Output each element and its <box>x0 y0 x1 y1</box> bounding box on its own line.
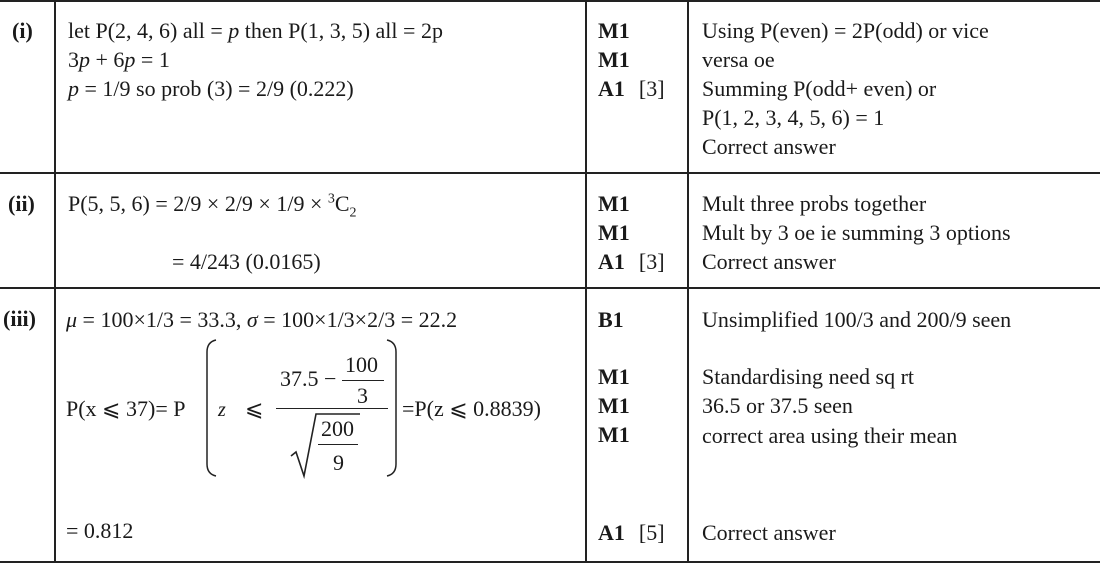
z-variable: z <box>218 399 226 421</box>
mark-i-3: A1 [3] <box>598 76 665 101</box>
table-rule-2 <box>0 287 1100 289</box>
working-line-i-2: 3p + 6p = 1 <box>68 47 170 72</box>
prob-lhs: P(x ⩽ 37)= P <box>66 396 186 421</box>
root-fraction-bar <box>318 444 358 445</box>
prob-rhs: =P(z ⩽ 0.8839) <box>402 396 541 421</box>
numerator-a: 37.5 − <box>280 366 337 391</box>
note-ii-3: Correct answer <box>702 249 836 274</box>
mark-iii-final: A1 [5] <box>598 520 665 545</box>
inner-fraction-bottom: 3 <box>357 383 368 408</box>
total-i: [3] <box>638 76 665 101</box>
total-iii: [5] <box>638 520 665 545</box>
table-rule-top <box>0 0 1100 2</box>
mark-iii-3: M1 <box>598 422 630 447</box>
note-ii-2: Mult by 3 oe ie summing 3 options <box>702 220 1011 245</box>
note-i-1: Using P(even) = 2P(odd) or vice <box>702 18 989 43</box>
mark-iii-1: M1 <box>598 364 630 389</box>
left-bracket <box>203 338 217 478</box>
note-i-2: versa oe <box>702 47 775 72</box>
table-rule-1 <box>0 172 1100 174</box>
le-sign: ⩽ <box>245 396 264 421</box>
part-label-ii: (ii) <box>8 191 35 216</box>
mark-ii-2: M1 <box>598 220 630 245</box>
main-fraction-bar <box>276 408 388 409</box>
part-label-i: (i) <box>12 18 33 43</box>
right-bracket <box>386 338 400 478</box>
note-i-5: Correct answer <box>702 134 836 159</box>
column-rule-label <box>54 0 56 563</box>
part-label-iii: (iii) <box>3 306 36 331</box>
note-iii-final: Correct answer <box>702 520 836 545</box>
note-i-3: Summing P(odd+ even) or <box>702 76 937 101</box>
note-iii-first: Unsimplified 100/3 and 200/9 seen <box>702 307 1012 332</box>
note-iii-1: Standardising need sq rt <box>702 364 915 389</box>
note-ii-1: Mult three probs together <box>702 191 927 216</box>
note-i-4: P(1, 2, 3, 4, 5, 6) = 1 <box>702 105 885 130</box>
mark-ii-1: M1 <box>598 191 630 216</box>
working-line-ii-1: P(5, 5, $6) = 2/9 \times 2/9 \times 1/9 \times ^3C_2$ <box>68 191 357 221</box>
column-rule-marks <box>687 0 689 563</box>
note-iii-2: 36.5 or 37.5 seen <box>702 393 853 418</box>
working-line-i-1: let P(2, 4, 6) all = p then P(1, 3, 5) all = 2p <box>68 18 443 43</box>
mark-ii-3: A1 [3] <box>598 249 665 274</box>
mark-iii-2: M1 <box>598 393 630 418</box>
inner-fraction-top: 100 <box>345 352 378 377</box>
working-line-i-3: p = 1/9 so prob (3) = 2/9 (0.222) <box>68 76 354 101</box>
mark-i-2: M1 <box>598 47 630 72</box>
mark-i-1: M1 <box>598 18 630 43</box>
mark-iii-b1: B1 <box>598 307 624 332</box>
total-ii: [3] <box>638 249 665 274</box>
root-fraction-bottom: 9 <box>333 450 344 475</box>
working-line-ii-2: = 4/243 (0.0165) <box>172 249 321 274</box>
result-iii: = 0.812 <box>66 518 134 543</box>
note-iii-3: correct area using their mean <box>702 423 958 448</box>
working-line-iii-1: μ = 100×1/3 = 33.3, σ = 100×1/3×2/3 = 22.2 <box>66 307 458 332</box>
column-rule-working <box>585 0 587 563</box>
root-fraction-top: 200 <box>321 416 354 441</box>
